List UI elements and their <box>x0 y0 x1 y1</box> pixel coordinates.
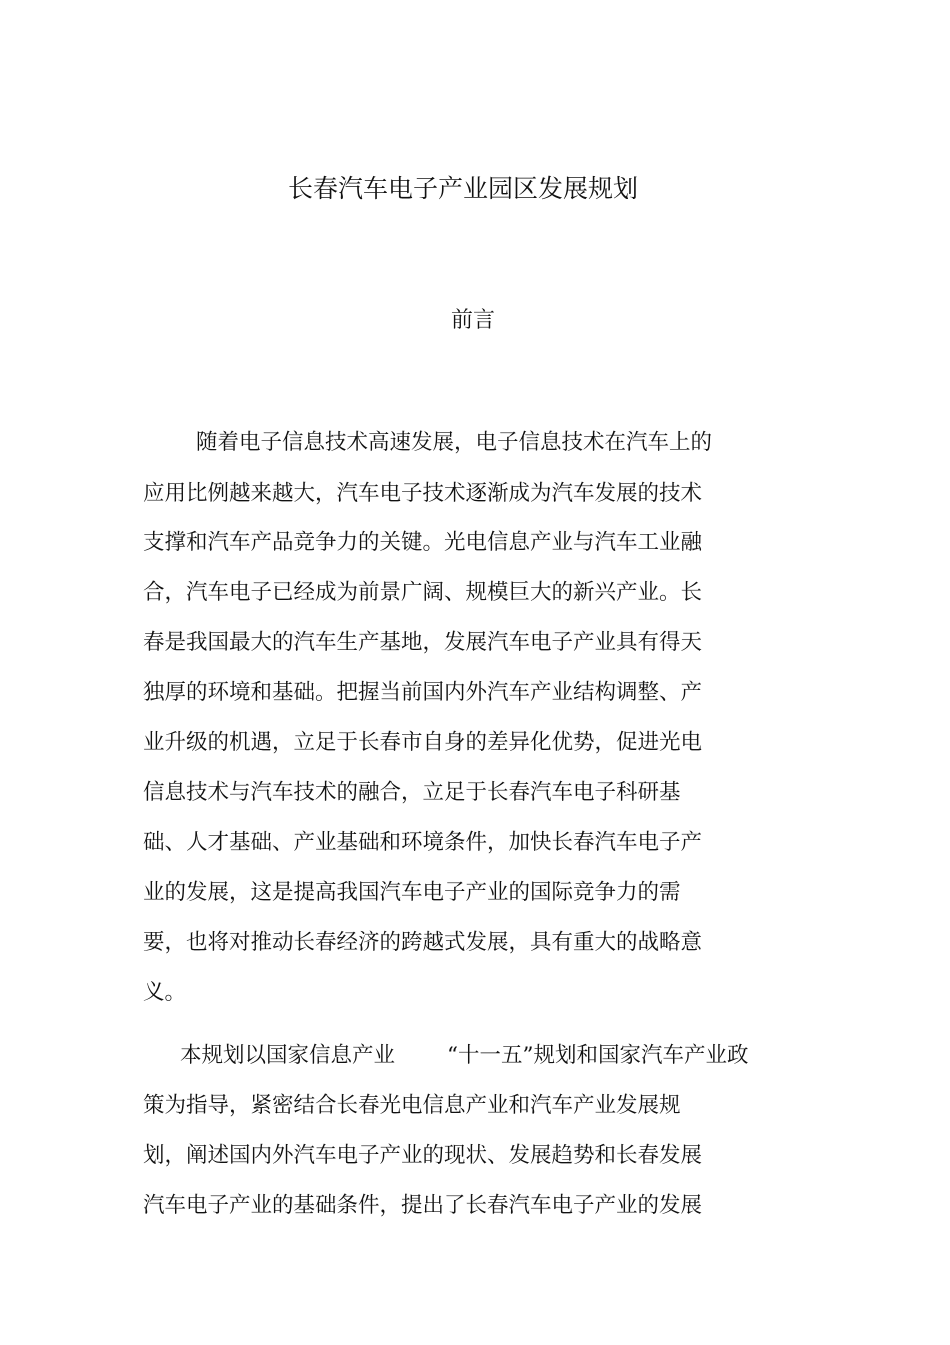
paragraph-line: 要，也将对推动长春经济的跨越式发展，具有重大的战略意 <box>143 930 703 955</box>
paragraph-line: 础、人才基础、产业基础和环境条件，加快长春汽车电子产 <box>143 830 703 855</box>
paragraph-line: 春是我国最大的汽车生产基地，发展汽车电子产业具有得天 <box>143 630 703 655</box>
paragraph-line: 业升级的机遇，立足于长春市自身的差异化优势，促进光电 <box>143 730 703 755</box>
paragraph-line: 合，汽车电子已经成为前景广阔、规模巨大的新兴产业。长 <box>143 580 703 605</box>
paragraph-line <box>180 1041 749 1071</box>
paragraph-line: 义。 <box>143 980 187 1005</box>
paragraph-line-segment: “十一五”规划和国家汽车产业政 <box>447 1043 749 1068</box>
paragraph-line: 划，阐述国内外汽车电子产业的现状、发展趋势和长春发展 <box>143 1143 703 1168</box>
paragraph-line: 支撑和汽车产品竞争力的关键。光电信息产业与汽车工业融 <box>143 530 703 555</box>
paragraph-line: 汽车电子产业的基础条件，提出了长春汽车电子产业的发展 <box>143 1193 703 1218</box>
paragraph-line: 策为指导，紧密结合长春光电信息产业和汽车产业发展规 <box>143 1093 681 1118</box>
paragraph-line: 应用比例越来越大，汽车电子技术逐渐成为汽车发展的技术 <box>143 481 703 506</box>
section-heading: 前言 <box>450 308 495 333</box>
paragraph-line: 随着电子信息技术高速发展，电子信息技术在汽车上的 <box>196 430 713 455</box>
paragraph-line: 独厚的环境和基础。把握当前国内外汽车产业结构调整、产 <box>143 680 703 705</box>
document-title: 长春汽车电子产业园区发展规划 <box>287 174 638 203</box>
paragraph-line: 业的发展，这是提高我国汽车电子产业的国际竞争力的需 <box>143 880 681 905</box>
paragraph-line: 信息技术与汽车技术的融合，立足于长春汽车电子科研基 <box>143 780 681 805</box>
paragraph-line-segment: 本规划以国家信息产业 <box>180 1043 396 1068</box>
